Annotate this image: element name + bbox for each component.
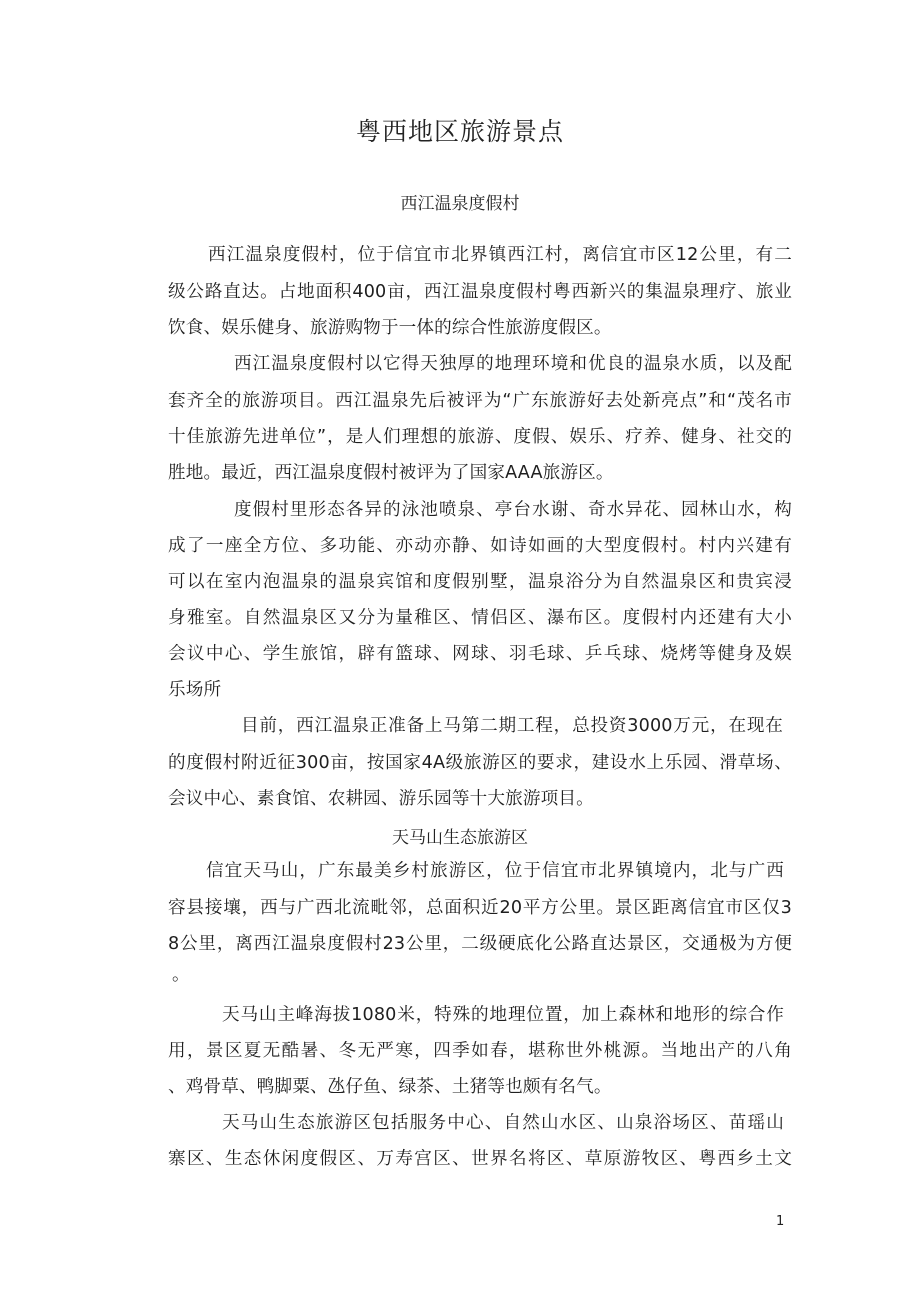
paragraph-line: 、鸡骨草、鸭脚粟、氹仔鱼、绿茶、土猪等也颇有名气。 [168, 1077, 612, 1097]
paragraph-line: 度假村里形态各异的泳池喷泉、亭台水谢、奇水异花、园林山水，构 [234, 500, 792, 520]
paragraph-line: 目前，西江温泉正准备上马第二期工程，总投资3000万元，在现在 [241, 716, 783, 736]
paragraph-line: 级公路直达。占地面积400亩，西江温泉度假村粤西新兴的集温泉理疗、旅业 [168, 282, 792, 302]
section-heading-xijiang: 西江温泉度假村 [400, 194, 520, 214]
paragraph-line: 容县接壤，西与广西北流毗邻，总面积近20平方公里。景区距离信宜市区仅3 [168, 898, 792, 918]
section-heading-tianmashan: 天马山生态旅游区 [392, 828, 528, 848]
paragraph-line: 可以在室内泡温泉的温泉宾馆和度假别墅，温泉浴分为自然温泉区和贵宾浸 [168, 572, 792, 592]
paragraph-line: 8公里，离西江温泉度假村23公里，二级硬底化公路直达景区，交通极为方便 [168, 934, 792, 954]
paragraph-line: 西江温泉度假村以它得天独厚的地理环境和优良的温泉水质，以及配 [234, 354, 792, 374]
paragraph-line: 乐场所 [168, 680, 222, 700]
paragraph-line: 寨区、生态休闲度假区、万寿宫区、世界名将区、草原游牧区、粤西乡土文 [168, 1149, 792, 1169]
paragraph-line: 饮食、娱乐健身、旅游购物于一体的综合性旅游度假区。 [168, 318, 612, 338]
paragraph-line: 套齐全的旅游项目。西江温泉先后被评为“广东旅游好去处新亮点”和“茂名市 [168, 391, 792, 411]
paragraph-line: 会议中心、素食馆、农耕园、游乐园等十大旅游项目。 [168, 789, 594, 809]
paragraph-line: 胜地。最近，西江温泉度假村被评为了国家AAA旅游区。 [168, 463, 614, 483]
paragraph-line: 用，景区夏无酷暑、冬无严寒，四季如春，堪称世外桃源。当地出产的八角 [168, 1041, 792, 1061]
paragraph-line: 西江温泉度假村，位于信宜市北界镇西江村，离信宜市区12公里，有二 [208, 245, 792, 265]
paragraph-line: 成了一座全方位、多功能、亦动亦静、如诗如画的大型度假村。村内兴建有 [168, 536, 792, 556]
paragraph-line: 的度假村附近征300亩，按国家4A级旅游区的要求，建设水上乐园、滑草场、 [168, 753, 792, 773]
paragraph-line: 十佳旅游先进单位”，是人们理想的旅游、度假、娱乐、疗养、健身、社交的 [168, 427, 792, 447]
page-title: 粤西地区旅游景点 [355, 117, 564, 146]
paragraph-line: 天马山生态旅游区包括服务中心、自然山水区、山泉浴场区、苗瑶山 [222, 1113, 784, 1133]
paragraph-line: 天马山主峰海拔1080米，特殊的地理位置，加上森林和地形的综合作 [222, 1005, 784, 1025]
paragraph-line: 信宜天马山，广东最美乡村旅游区，位于信宜市北界镇境内，北与广西 [206, 861, 784, 881]
page-number: 1 [776, 1214, 785, 1229]
paragraph-line: 会议中心、学生旅馆，辟有篮球、网球、羽毛球、乒乓球、烧烤等健身及娱 [168, 644, 792, 664]
paragraph-line: 身雅室。自然温泉区又分为量稚区、情侣区、瀑布区。度假村内还建有大小 [168, 608, 792, 628]
paragraph-line: 。 [172, 965, 190, 985]
